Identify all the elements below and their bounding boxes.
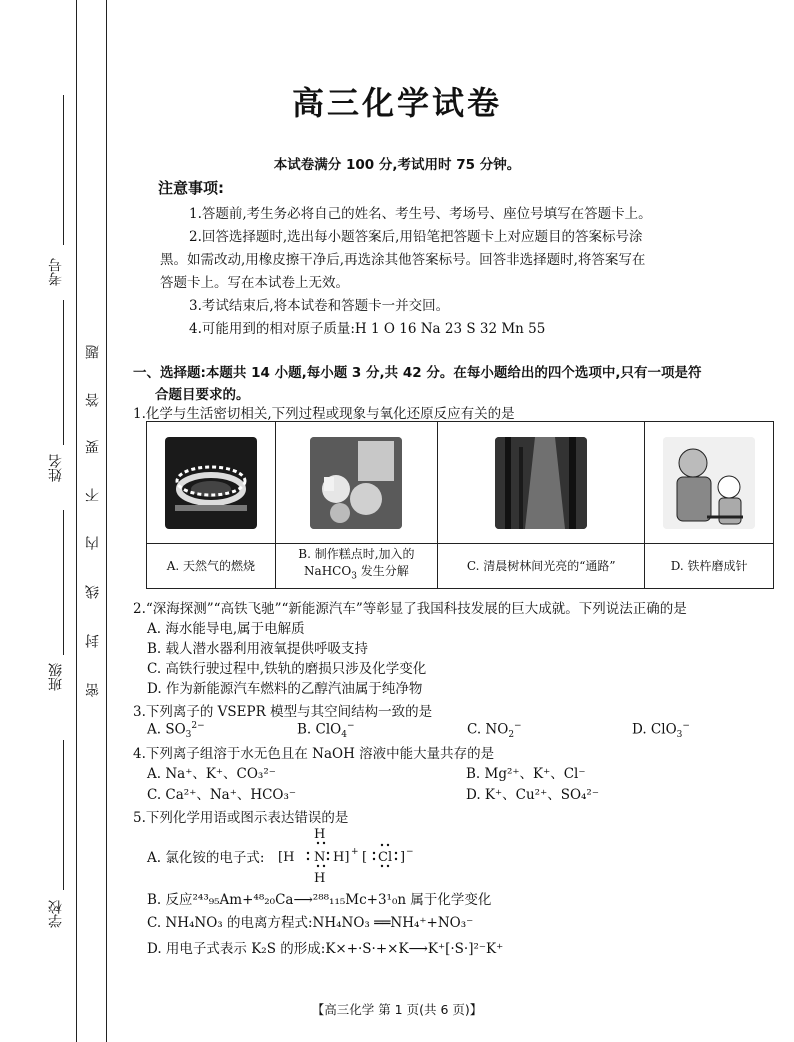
question-4-stem: 4.下列离子组溶于水无色且在 NaOH 溶液中能大量共存的是: [133, 746, 495, 762]
question-4-option-d: D. K⁺、Cu²⁺、SO₄²⁻: [466, 787, 599, 803]
question-5-stem: 5.下列化学用语或图示表达错误的是: [133, 810, 349, 826]
question-3-option-b-text: B. ClO: [297, 721, 342, 738]
question-2-option-d: D. 作为新能源汽车燃料的乙醇汽油属于纯净物: [147, 681, 423, 697]
svg-text:+: +: [351, 847, 359, 857]
question-2-option-b: B. 载人潜水器利用液氧提供呼吸支持: [147, 641, 369, 657]
question-3-option-c: C. $NO_2^-$: [467, 721, 522, 741]
pastry-image: [310, 437, 402, 529]
notice-heading: 注意事项:: [158, 179, 224, 197]
option-d-image-cell: [645, 422, 774, 544]
class-blank[interactable]: [63, 510, 64, 655]
svg-text:H]: H]: [333, 850, 350, 865]
svg-text:N: N: [314, 850, 326, 865]
question-5-option-b: B. 反应²⁴³₉₅Am+⁴⁸₂₀Ca⟶²⁸⁸₁₁₅Mc+3¹₀n 属于化学变化: [147, 892, 492, 908]
question-5-option-a-label: A. 氯化铵的电子式:: [147, 850, 265, 866]
option-d-caption: D. 铁杵磨成针: [645, 544, 774, 589]
notice-item-2-cont: 黑。如需改动,用橡皮擦干净后,再选涂其他答案标号。回答非选择题时,将答案写在: [160, 252, 646, 268]
forest-light-image: [495, 437, 587, 529]
question-2-option-a: A. 海水能导电,属于电解质: [147, 621, 305, 637]
question-1-stem: 1.化学与生活密切相关,下列过程或现象与氧化还原反应有关的是: [133, 406, 515, 422]
seal-char: 线: [85, 585, 101, 599]
school-label: 学校: [48, 900, 64, 928]
exam-info: 本试卷满分 100 分,考试用时 75 分钟。: [273, 157, 521, 173]
svg-text:H: H: [314, 871, 326, 886]
option-b-caption-line2: 发生分解: [356, 564, 409, 579]
question-3-option-c-text: C. NO: [467, 721, 509, 738]
notice-item-1: 1.答题前,考生务必将自己的姓名、考生号、考场号、座位号填写在答题卡上。: [189, 206, 652, 222]
question-3-option-d-text: D. ClO: [632, 721, 677, 738]
question-4-option-a: A. Na⁺、K⁺、CO₃²⁻: [147, 766, 276, 782]
section-heading-cont: 合题目要求的。: [155, 387, 250, 403]
question-2-option-c: C. 高铁行驶过程中,铁轨的磨损只涉及化学变化: [147, 661, 427, 677]
question-3-option-b: B. ClO$_4$−: [297, 721, 355, 741]
question-5-option-a: [147, 846, 264, 866]
option-b-image-cell: [275, 422, 437, 544]
svg-text:[H: [H: [278, 850, 295, 865]
name-blank[interactable]: [63, 300, 64, 445]
page-footer: 【高三化学 第 1 页(共 6 页)】: [311, 1002, 483, 1017]
question-4-option-c: C. Ca²⁺、Na⁺、HCO₃⁻: [147, 787, 297, 803]
option-c-caption: C. 清晨树林间光亮的“通路”: [438, 544, 645, 589]
question-5-option-c: C. NH₄NO₃ 的电离方程式:NH₄NO₃ ══NH₄⁺+NO₃⁻: [147, 915, 474, 931]
question-2-stem: 2.“深海探测”“高铁飞驰”“新能源汽车”等彰显了我国科技发展的巨大成就。下列说法正确的是: [133, 601, 687, 617]
question-3-option-d: D. ClO$_3$−: [632, 721, 690, 741]
question-3-option-a: A. $SO_3^{2-}$: [147, 721, 205, 741]
question-4-option-b: B. Mg²⁺、K⁺、Cl⁻: [466, 766, 586, 782]
svg-text:]: ]: [400, 850, 406, 865]
gas-flame-icon: [165, 437, 257, 529]
question-3-stem: 3.下列离子的 VSEPR 模型与其空间结构一致的是: [133, 704, 433, 720]
forest-icon: [495, 437, 587, 529]
notice-item-3: 3.考试结束后,将本试卷和答题卡一并交回。: [189, 298, 450, 314]
pastry-icon: [310, 437, 402, 529]
ammonium-chloride-electron-formula: [278, 826, 448, 886]
notice-item-2-cont: 答题卡上。写在本试卷上无效。: [160, 275, 349, 291]
option-a-image-cell: [147, 422, 276, 544]
exam-no-label: 考号: [48, 258, 64, 286]
option-b-caption: [275, 544, 437, 589]
question-1-option-table: [146, 421, 774, 589]
option-b-formula-sub: 3: [351, 571, 357, 582]
school-blank[interactable]: [63, 740, 64, 890]
gas-flame-image: [165, 437, 257, 529]
question-5-option-d-label: D. 用电子式表示 K₂S 的形成:: [147, 941, 326, 957]
seal-char: 封: [85, 634, 101, 648]
cartoon-icon: [663, 437, 755, 529]
svg-text:H: H: [314, 827, 326, 842]
option-b-caption-line1: B. 制作糕点时,加入的: [298, 547, 415, 562]
seal-char: 内: [85, 536, 101, 550]
question-3-option-a-text: A. SO: [147, 721, 186, 738]
name-label: 姓名: [48, 454, 64, 482]
seal-char: 不: [85, 488, 101, 502]
svg-text:[: [: [362, 850, 368, 865]
seal-char: 密: [85, 683, 101, 697]
svg-text:Cl: Cl: [378, 850, 393, 865]
section-heading: 一、选择题:本题共 14 小题,每小题 3 分,共 42 分。在每小题给出的四个选项中,只有一项是符: [133, 365, 702, 381]
potassium-sulfide-formation: K×+·S·+×K⟶K⁺[·S·]²⁻K⁺: [325, 941, 504, 957]
notice-item-4: 4.可能用到的相对原子质量:H 1 O 16 Na 23 S 32 Mn 55: [189, 321, 546, 337]
grinding-needle-cartoon: [663, 437, 755, 529]
seal-char: 题: [85, 345, 101, 359]
page-title: 高三化学试卷: [291, 84, 502, 122]
seal-char: 答: [85, 393, 101, 407]
notice-item-2: 2.回答选择题时,选出每小题答案后,用铅笔把答题卡上对应题目的答案标号涂: [189, 229, 643, 245]
seal-char: 要: [85, 440, 101, 454]
option-c-image-cell: [438, 422, 645, 544]
option-b-formula: NaHCO: [304, 564, 352, 579]
option-a-caption: A. 天然气的燃烧: [147, 544, 276, 589]
question-5-option-d: [147, 937, 503, 957]
svg-text:−: −: [406, 847, 414, 857]
class-label: 班级: [48, 663, 64, 691]
